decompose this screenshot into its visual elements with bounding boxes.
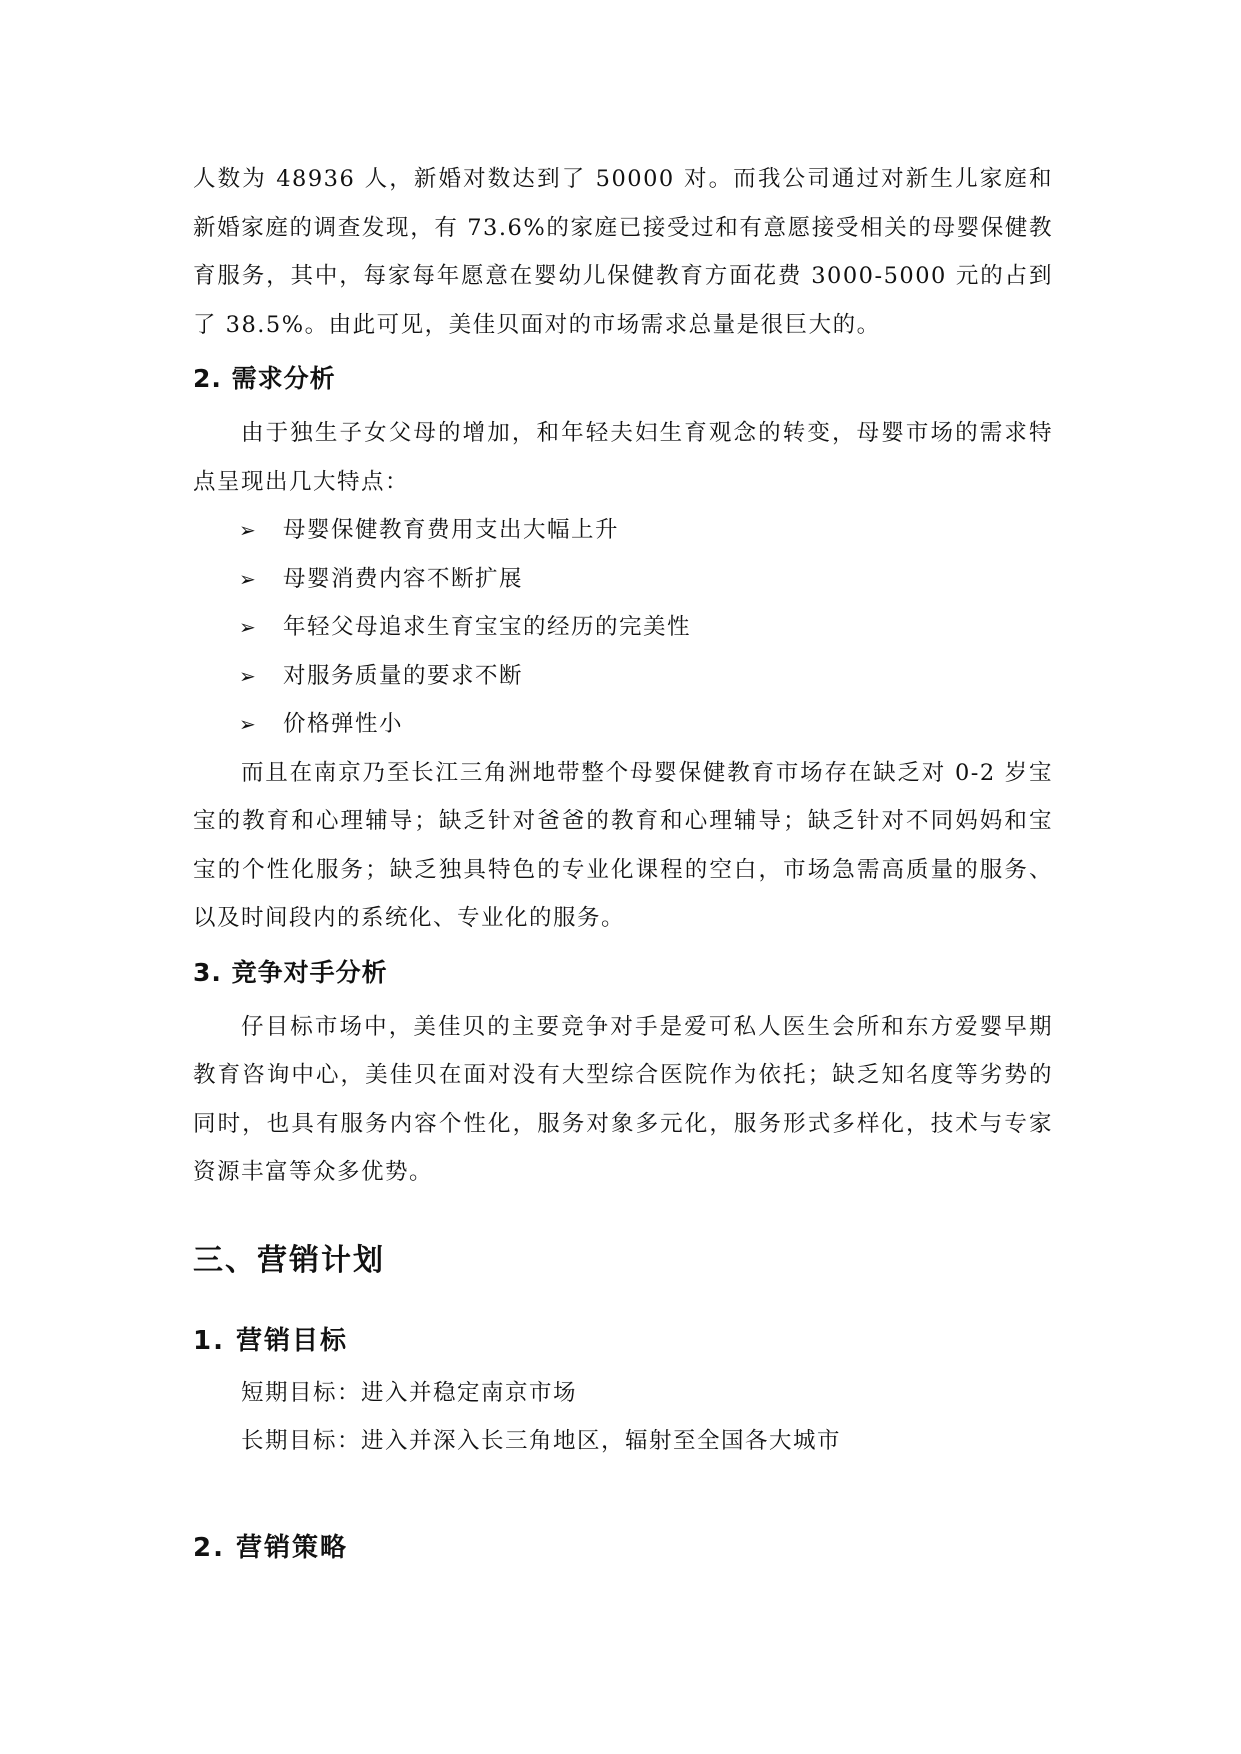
spacer (193, 1466, 1053, 1520)
bullet-text: 年轻父母追求生育宝宝的经历的完美性 (283, 614, 692, 640)
demand-intro-paragraph: 由于独生子女父母的增加，和年轻夫妇生育观念的转变，母婴市场的需求特点呈现出几大特点： (193, 420, 1053, 495)
list-item (239, 506, 1053, 555)
document-body (193, 155, 1053, 1576)
demand-bullet-list (239, 506, 1053, 749)
marketing-goals-heading: 1. 营销目标 (193, 1325, 349, 1356)
demand-analysis-heading: 2. 需求分析 (193, 364, 336, 393)
arrowhead-bullet-icon: ➢ (239, 566, 258, 591)
competitor-analysis-heading: 3. 竞争对手分析 (193, 957, 388, 987)
bullet-text: 价格弹性小 (283, 711, 404, 737)
long-term-goal: 长期目标：进入并深入长三角地区，辐射至全国各大城市 (241, 1428, 842, 1454)
competitor-paragraph: 仔目标市场中，美佳贝的主要竞争对手是爱可私人医生会所和东方爱婴早期教育咨询中心，美佳贝在面对没有大型综合医院作为依托；缺乏知名度等劣势的同时，也具有服务内容个性化，服务对象多元化，服务形式多样化，技术与专家资源丰富等众多优势。 (193, 1013, 1053, 1185)
arrowhead-bullet-icon: ➢ (239, 663, 258, 688)
marketing-plan-chapter-heading: 三、营销计划 (193, 1242, 385, 1278)
arrowhead-bullet-icon: ➢ (239, 615, 258, 639)
list-item (239, 555, 1053, 604)
list-item (239, 700, 1053, 749)
bullet-text: 母婴保健教育费用支出大幅上升 (283, 517, 620, 543)
market-size-paragraph: 人数为 48936 人，新婚对数达到了 50000 对。而我公司通过对新生儿家庭和新婚家庭的调查发现，有 73.6%的家庭已接受过和有意愿接受相关的母婴保健教育服务，其中，每家每年愿意在婴幼儿保健教育方面花费 3000-5000 元的占到了 38.5%。由此可见，美佳贝面对的市场需求总量是很巨大的。 (193, 166, 1053, 338)
demand-closing-paragraph: 而且在南京乃至长江三角洲地带整个母婴保健教育市场存在缺乏对 0-2 岁宝宝的教育和心理辅导；缺乏针对爸爸的教育和心理辅导；缺乏针对不同妈妈和宝宝的个性化服务；缺乏独具特色的专业化课程的空白，市场急需高质量的服务、以及时间段内的系统化、专业化的服务。 (193, 759, 1053, 931)
arrowhead-bullet-icon: ➢ (239, 712, 258, 736)
list-item (239, 603, 1053, 652)
list-item (239, 652, 1053, 701)
marketing-strategy-heading: 2. 营销策略 (193, 1532, 349, 1563)
arrowhead-bullet-icon: ➢ (239, 518, 258, 542)
bullet-text: 母婴消费内容不断扩展 (283, 565, 524, 592)
short-term-goal: 短期目标：进入并稳定南京市场 (241, 1379, 578, 1406)
bullet-text: 对服务质量的要求不断 (283, 662, 524, 689)
